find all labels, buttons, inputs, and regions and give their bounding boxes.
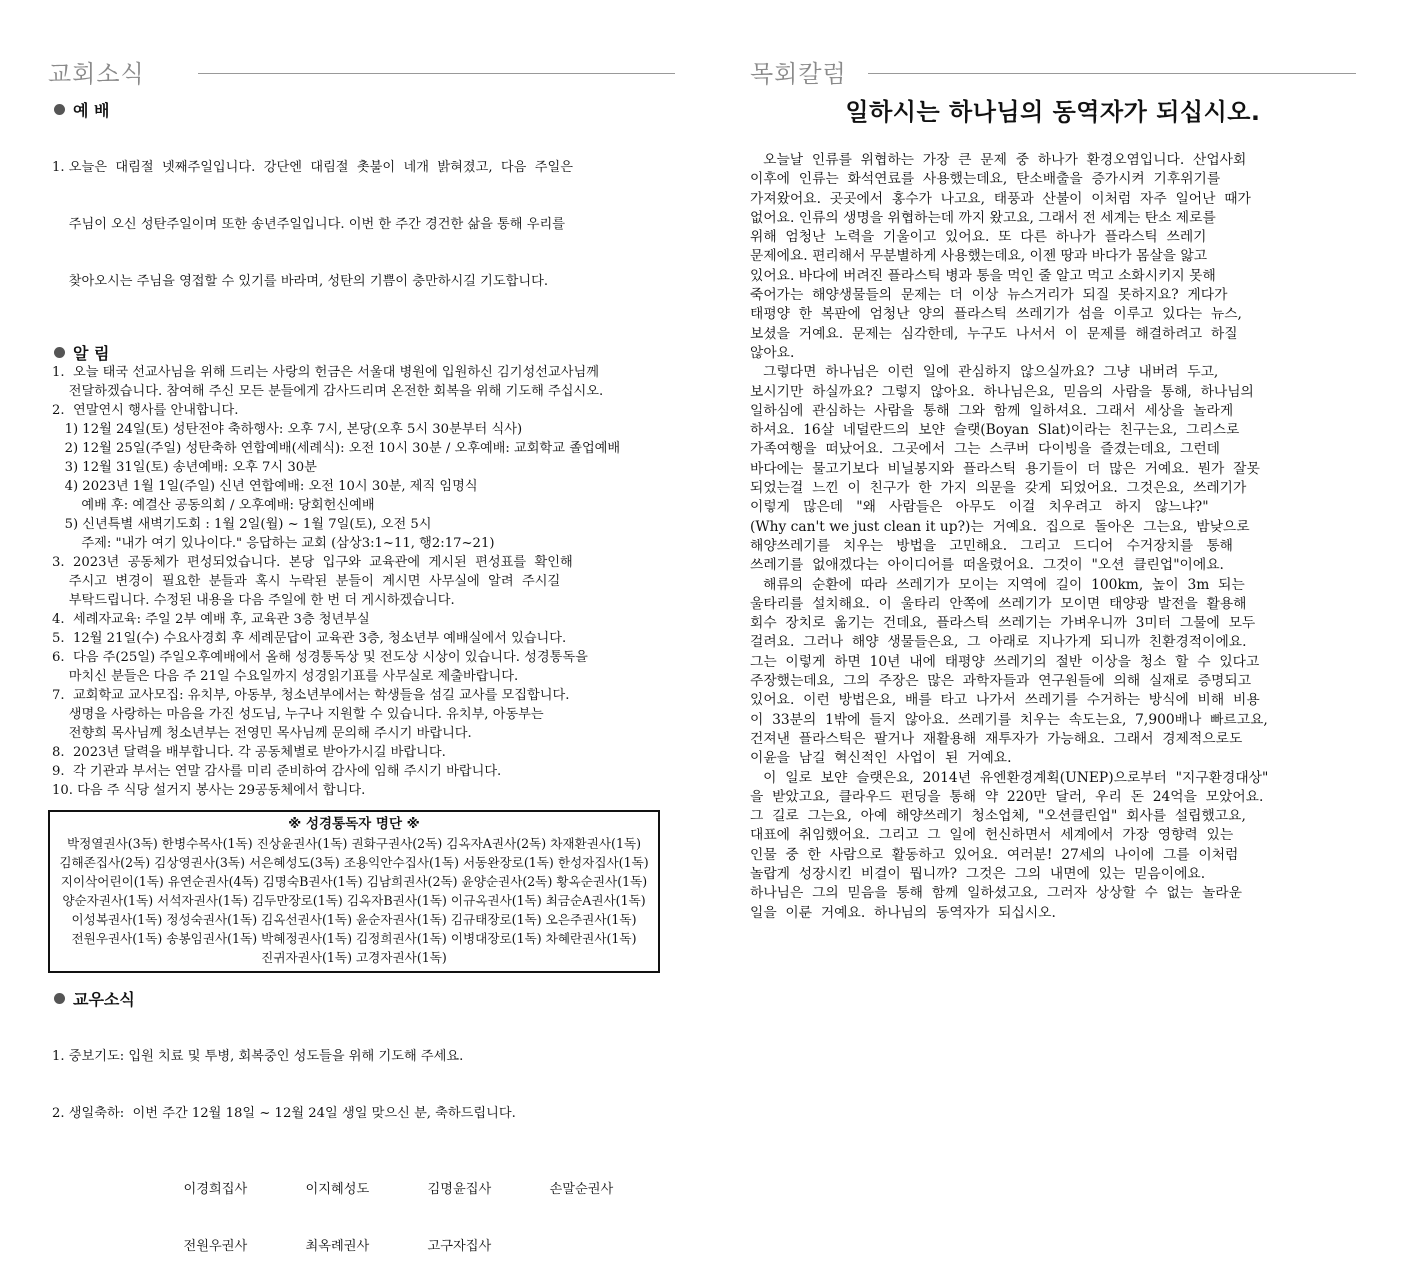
- birthday-name: 고구자집사: [427, 1239, 492, 1254]
- column-line: 주장했는데요, 그의 주장은 많은 과학자들과 연구원들에 의해 실재로 증명되고: [750, 673, 1252, 690]
- notice-line: 1) 12월 24일(토) 성탄전야 축하행사: 오후 7시, 본당(오후 5시 30분부터 식사): [52, 422, 523, 437]
- notice-line: 5. 12월 21일(수) 수요사경회 후 세례문답이 교육관 3층, 청소년부 예배실에서 있습니다.: [52, 631, 567, 646]
- birthday-row: [48, 1161, 660, 1218]
- notice-line: 예배 후: 예결산 공동의회 / 오후예배: 당회헌신예배: [52, 498, 375, 513]
- worship-line: 찾아오시는 주님을 영접할 수 있기를 바라며, 성탄의 기쁨이 충만하시길 기도합니다.: [52, 274, 549, 289]
- bible-readers-box: [48, 810, 660, 973]
- worship-line: 주님이 오신 성탄주일이며 또한 송년주일입니다. 이번 한 주간 경건한 삶을 통해 우리를: [52, 217, 565, 232]
- bible-reader-line: 지이삭어린이(1독) 유연순권사(4독) 김명숙B권사(1독) 김남희권사(2독) 윤양순권사(2독) 황옥순권사(1독): [60, 874, 648, 889]
- column-body: [750, 151, 1356, 923]
- notice-line: 4. 세례자교육: 주일 2부 예배 후, 교육관 3층 청년부실: [52, 612, 370, 627]
- column-line: 그렇다면 하나님은 이런 일에 관심하지 않으실까요? 그냥 내버려 두고,: [750, 364, 1219, 381]
- notice-line: 부탁드립니다. 수정된 내용을 다음 주일에 한 번 더 게시하겠습니다.: [52, 593, 455, 608]
- birthday-name: 최옥례권사: [305, 1239, 370, 1254]
- column-line: 회수 장치로 옮기는 건데요, 플라스틱 쓰레기는 가벼우니까 3미터 그물에 모두: [750, 615, 1256, 632]
- notice-line: 2. 연말연시 행사를 안내합니다.: [52, 403, 239, 418]
- members-heading-label: 교우소식: [73, 989, 135, 1009]
- column-line: 되었는걸 느낀 이 친구가 한 가지 의문을 갖게 되었어요. 그것은요, 쓰레기가: [750, 480, 1247, 497]
- column-line: 하나님은 그의 믿음을 통해 함께 일하셨고요, 그러자 상상할 수 없는 놀라운: [750, 885, 1242, 902]
- notice-line: 전달하겠습니다. 참여해 주신 모든 분들에게 감사드리며 온전한 회복을 위해 기도해 주십시오.: [52, 384, 604, 399]
- notice-line: 3. 2023년 공동체가 편성되었습니다. 본당 입구와 교육관에 게시된 편성표를 확인해: [52, 555, 573, 570]
- column-line: 일하심에 관심하는 사람을 통해 그와 함께 일하셔요. 그래서 세상을 놀라게: [750, 402, 1234, 419]
- notice-line: 7. 교회학교 교사모집: 유치부, 아동부, 청소년부에서는 학생들을 섬길 교사를 모집합니다.: [52, 688, 570, 703]
- pastor-column-header: [750, 50, 1356, 90]
- column-line: 없어요. 인류의 생명을 위협하는데 까지 왔고요, 그래서 전 세계는 탄소 제로를: [750, 209, 1216, 226]
- column-line: 건져낸 플라스틱은 팔거나 재활용해 재투자가 가능해요. 그래서 경제적으로도: [750, 730, 1243, 747]
- bible-reader-line: 진귀자권사(1독) 고경자권사(1독): [261, 950, 447, 965]
- notice-line: 10. 다음 주 식당 설거지 봉사는 29공동체에서 합니다.: [52, 783, 366, 798]
- bible-reader-line: 박정열권사(3독) 한병수목사(1독) 진상윤권사(1독) 권화구권사(2독) 김옥자A권사(2독) 차재환권사(1독): [66, 836, 642, 851]
- column-line: 이후에 인류는 화석연료를 사용했는데요, 탄소배출을 증가시켜 기후위기를: [750, 171, 1221, 188]
- column-line: (Why can't we just clean it up?)는 거예요. 집으로 돌아온 그는요, 밤낮으로: [750, 518, 1250, 535]
- column-line: 가족여행을 떠났어요. 그곳에서 그는 스쿠버 다이빙을 즐겼는데요, 그런데: [750, 441, 1221, 458]
- notice-line: 9. 각 기관과 부서는 연말 감사를 미리 준비하여 감사에 임해 주시기 바랍니다.: [52, 764, 502, 779]
- worship-list: [52, 120, 660, 329]
- notice-line: 8. 2023년 달력을 배부합니다. 각 공동체별로 받아가시길 바랍니다.: [52, 745, 446, 760]
- notice-line: 마치신 분들은 다음 주 21일 수요일까지 성경읽기표를 사무실로 제출바랍니다.: [52, 669, 519, 684]
- bullet-icon: [54, 347, 65, 358]
- column-line: 대표에 취임했어요. 그리고 그 일에 헌신하면서 세계에서 가장 영향력 있는: [750, 827, 1234, 844]
- members-heading: [54, 987, 660, 1009]
- birthday-names: [48, 1161, 660, 1275]
- column-line: 일을 이룬 거예요. 하나님의 동역자가 되십시오.: [750, 904, 1056, 921]
- notice-line: 전향희 목사님께 청소년부는 전영민 목사님께 문의해 주시기 바랍니다.: [52, 726, 472, 741]
- notice-line: 5) 신년특별 새벽기도회 : 1월 2일(월) ~ 1월 7일(토), 오전 5시: [52, 517, 432, 532]
- column-line: 바다에는 물고기보다 비닐봉지와 플라스틱 용기들이 더 많은 거예요. 뭔가 잘못: [750, 460, 1260, 477]
- birthday-row: [48, 1218, 660, 1275]
- column-line: 그 길로 그는요, 아예 해양쓰레기 청소업체, "오션클린업" 회사를 설립했고요,: [750, 808, 1246, 825]
- members-line: 2. 생일축하: 이번 주간 12월 18일 ~ 12월 24일 생일 맞으신 분, 축하드립니다.: [52, 1106, 516, 1121]
- column-line: 죽어가는 해양생물들의 문제는 더 이상 뉴스거리가 되질 못하지요? 게다가: [750, 287, 1228, 304]
- bullet-icon: [54, 104, 65, 115]
- bible-reader-line: 전원우권사(1독) 송봉임권사(1독) 박혜정권사(1독) 김정희권사(1독) 이병대장로(1독) 차혜란권사(1독): [71, 931, 637, 946]
- church-news-header: [48, 50, 660, 90]
- column-line: 놀랍게 성장시킨 비결이 뭡니까? 그것은 그의 내면에 있는 믿음이에요.: [750, 865, 1206, 882]
- column-line: 오늘날 인류를 위협하는 가장 큰 문제 중 하나가 환경오염입니다. 산업사회: [750, 152, 1247, 168]
- church-news-column: [48, 50, 660, 1275]
- column-line: 있어요. 이런 방법은요, 배를 타고 나가서 쓰레기를 수거하는 방식에 비해 비용: [750, 692, 1260, 709]
- column-line: 가져왔어요. 곳곳에서 홍수가 나고요, 태풍과 산불이 이처럼 자주 일어난 때가: [750, 190, 1251, 207]
- notice-line: 주시고 변경이 필요한 분들과 혹시 누락된 분들이 계시면 사무실에 알려 주시길: [52, 574, 561, 589]
- column-title: 일하시는 하나님의 동역자가 되십시오.: [845, 98, 1261, 126]
- birthday-name: 손말순권사: [549, 1182, 614, 1197]
- notice-line: 6. 다음 주(25일) 주일오후예배에서 올해 성경통독상 및 전도상 시상이 있습니다. 성경통독을: [52, 650, 588, 665]
- column-line: 울타리를 설치해요. 이 울타리 안쪽에 쓰레기가 모이면 태양광 발전을 활용해: [750, 595, 1247, 612]
- notice-line: 생명을 사랑하는 마음을 가진 성도님, 누구나 지원할 수 있습니다. 유치부, 아동부는: [52, 707, 544, 722]
- notice-line: 주제: "내가 여기 있나이다." 응답하는 교회 (삼상3:1~11, 행2:17~21): [52, 536, 495, 551]
- birthday-name: 이지혜성도: [305, 1182, 370, 1197]
- notice-line: 3) 12월 31일(토) 송년예배: 오후 7시 30분: [52, 460, 317, 475]
- column-line: 보시기만 하실까요? 그렇지 않아요. 하나님은요, 믿음의 사람을 통해, 하나님의: [750, 383, 1254, 400]
- column-line: 을 받았고요, 클라우드 펀딩을 통해 약 220만 달러, 우리 돈 24억을 모았어요.: [750, 788, 1264, 805]
- notice-line: 2) 12월 25일(주일) 성탄축하 연합예배(세례식): 오전 10시 30분 / 오후예배: 교회학교 졸업예배: [52, 441, 621, 456]
- bible-readers-title: ※ 성경통독자 명단 ※: [288, 816, 420, 832]
- birthday-name: 이경희집사: [183, 1182, 248, 1197]
- column-line: 인물 중 한 사람으로 활동하고 있어요. 여러분! 27세의 나이에 그를 이처럼: [750, 846, 1239, 863]
- bible-reader-line: 이성복권사(1독) 정성숙권사(1독) 김옥선권사(1독) 윤순자권사(1독) 김규태장로(1독) 오은주권사(1독): [71, 912, 637, 927]
- notice-heading: [54, 341, 660, 363]
- members-line: 1. 중보기도: 입원 치료 및 투병, 회복중인 성도들을 위해 기도해 주세요.: [52, 1049, 464, 1064]
- column-line: 쓰레기를 없애겠다는 아이디어를 떠올렸어요. 그것이 "오션 클린업"이에요.: [750, 557, 1224, 574]
- column-line: 하셔요. 16살 네덜란드의 보얀 슬랫(Boyan Slat)이라는 친구는요, 그리스로: [750, 422, 1240, 439]
- column-line: 태평양 한 복판에 엄청난 양의 플라스틱 쓰레기가 섬을 이루고 있다는 뉴스,: [750, 306, 1242, 323]
- header-rule: [868, 73, 1356, 74]
- church-news-title: 교회소식: [48, 60, 145, 88]
- notice-line: 4) 2023년 1월 1일(주일) 신년 연합예배: 오전 10시 30분, 제직 임명식: [52, 479, 478, 494]
- bible-reader-line: 김해존집사(2독) 김상영권사(3독) 서은혜성도(3독) 조용익안수집사(1독) 서동완장로(1독) 한성자집사(1독): [59, 855, 649, 870]
- column-line: 이윤을 남길 혁신적인 사업이 된 거예요.: [750, 750, 1012, 767]
- worship-line: 1. 오늘은 대림절 넷째주일입니다. 강단엔 대림절 촛불이 네개 밝혀졌고, 다음 주일은: [52, 160, 574, 175]
- worship-heading: [54, 98, 660, 120]
- column-line: 위해 엄청난 노력을 기울이고 있어요. 또 다른 하나가 플라스틱 쓰레기: [750, 229, 1207, 246]
- pastor-column-label: 목회칼럼: [750, 60, 847, 88]
- notice-heading-label: 알 림: [73, 343, 110, 363]
- bible-reader-line: 양순자권사(1독) 서석자권사(1독) 김두만장로(1독) 김옥자B권사(1독) 이규옥권사(1독) 최금순A권사(1독): [62, 893, 646, 908]
- birthday-name: 김명윤집사: [427, 1182, 492, 1197]
- column-line: 걸려요. 그러나 해양 생물들은요, 그 아래로 지나가게 되니까 친환경적이에요.: [750, 634, 1247, 651]
- column-line: 해류의 순환에 따라 쓰레기가 모이는 지역에 길이 100km, 높이 3m 되는: [750, 576, 1245, 593]
- bullet-icon: [54, 993, 65, 1004]
- birthday-name: 전원우권사: [183, 1239, 248, 1254]
- column-line: 문제에요. 편리해서 무분별하게 사용했는데요, 이젠 땅과 바다가 몸살을 앓고: [750, 248, 1208, 265]
- column-line: 해양쓰레기를 치우는 방법을 고민해요. 그리고 드디어 수거장치를 통해: [750, 537, 1233, 554]
- column-line: 그는 이렇게 하면 10년 내에 태평양 쓰레기의 절반 이상을 청소 할 수 있다고: [750, 653, 1260, 670]
- pastor-column: [750, 50, 1356, 923]
- members-list: [52, 1009, 660, 1161]
- bible-readers-list: [50, 834, 658, 967]
- column-line: 보셨을 거예요. 문제는 심각한데, 누구도 나서서 이 문제를 해결하려고 하질: [750, 325, 1238, 342]
- notice-list: [52, 363, 660, 800]
- notice-line: 1. 오늘 태국 선교사님을 위해 드리는 사랑의 헌금은 서울대 병원에 입원하신 김기성선교사님께: [52, 365, 599, 380]
- column-line: 있어요. 바다에 버려진 플라스틱 병과 통을 먹인 줄 알고 먹고 소화시키지 못해: [750, 267, 1216, 284]
- column-line: 이 일로 보얀 슬랫은요, 2014년 유엔환경계획(UNEP)으로부터 "지구환경대상": [750, 769, 1269, 786]
- column-line: 이렇게 많은데 "왜 사람들은 아무도 이걸 치우려고 하지 않느냐?": [750, 499, 1209, 516]
- column-line: 이 33분의 1밖에 들지 않아요. 쓰레기를 치우는 속도는요, 7,900배나 빠르고요,: [750, 711, 1268, 728]
- column-line: 않아요.: [750, 344, 795, 361]
- worship-heading-label: 예 배: [73, 100, 110, 120]
- header-rule: [198, 73, 675, 74]
